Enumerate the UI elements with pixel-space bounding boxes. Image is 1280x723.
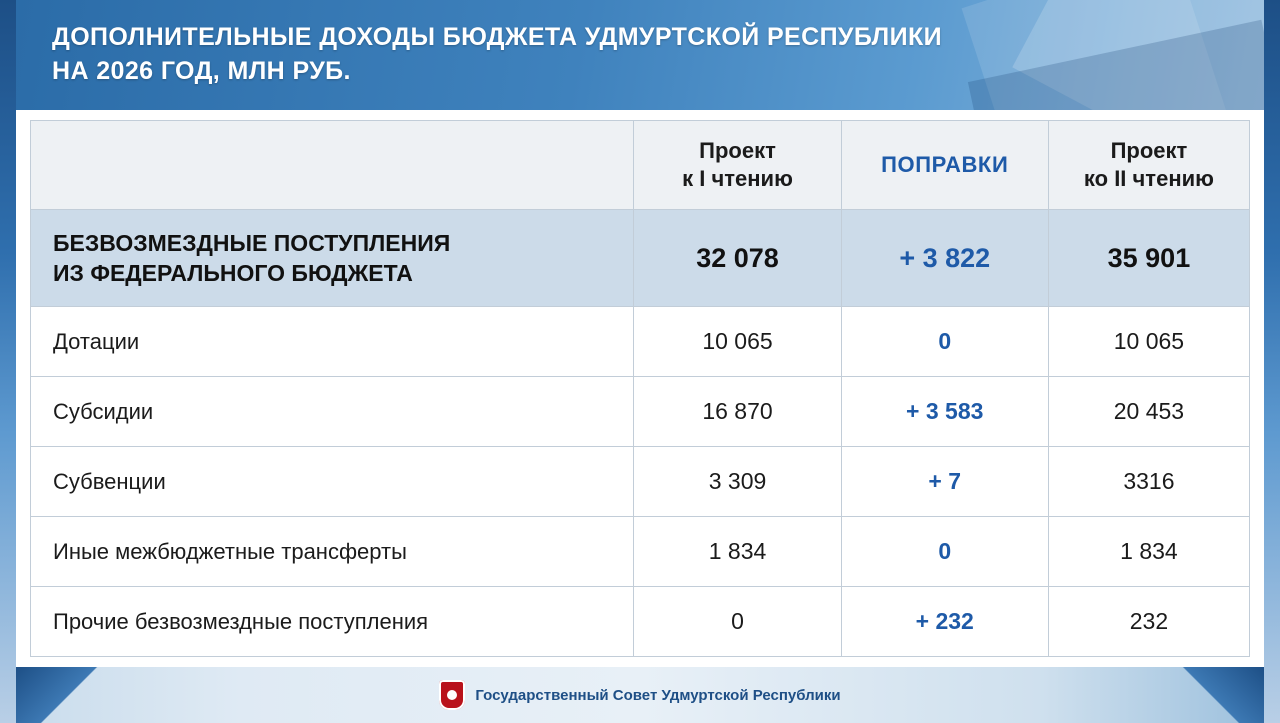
header-cell-empty [31,121,634,210]
row-amendments: 0 [841,307,1048,377]
table-row [31,307,1250,377]
coat-of-arms-icon [439,680,465,710]
row-label: Иные межбюджетные трансферты [31,517,634,587]
row-amendments: 0 [841,517,1048,587]
footer-label: Государственный Совет Удмуртской Республики [475,686,841,704]
header-second-reading-line2: ко II чтению [1083,166,1214,191]
header-second-reading-line1: Проект [1110,138,1188,163]
right-edge-decoration [1264,0,1280,723]
row-label: Дотации [31,307,634,377]
page-title-line-1: ДОПОЛНИТЕЛЬНЫЕ ДОХОДЫ БЮДЖЕТА УДМУРТСКОЙ РЕСПУБЛИКИ [52,23,942,51]
table-row [31,587,1250,657]
row-amendments: + 232 [841,587,1048,657]
row-amendments: + 3 583 [841,377,1048,447]
row-label: Субсидии [31,377,634,447]
table-row [31,447,1250,517]
table-row [31,517,1250,587]
table-row-total [31,210,1250,307]
row-second-reading: 10 065 [1048,307,1249,377]
header-cell-second-reading [1048,121,1249,210]
row-label: Прочие безвозмездные поступления [31,587,634,657]
row-first-reading: 1 834 [634,517,841,587]
table-header [31,121,1250,210]
total-row-amendments: + 3 822 [841,210,1048,307]
row-first-reading: 10 065 [634,307,841,377]
footer-content [439,680,840,710]
header-row [31,121,1250,210]
total-row-second-reading: 35 901 [1048,210,1249,307]
total-row-label [31,210,634,307]
table-body [31,210,1250,657]
row-second-reading: 20 453 [1048,377,1249,447]
total-row-label-line2: ИЗ ФЕДЕРАЛЬНОГО БЮДЖЕТА [53,260,413,286]
row-first-reading: 3 309 [634,447,841,517]
row-second-reading: 1 834 [1048,517,1249,587]
table-container [16,110,1264,667]
row-label: Субвенции [31,447,634,517]
budget-table [30,120,1250,657]
row-second-reading: 232 [1048,587,1249,657]
footer-left-corner-decoration [16,667,106,723]
total-row-first-reading: 32 078 [634,210,841,307]
header-cell-first-reading [634,121,841,210]
row-first-reading: 0 [634,587,841,657]
row-first-reading: 16 870 [634,377,841,447]
header-cell-amendments: ПОПРАВКИ [841,121,1048,210]
row-amendments: + 7 [841,447,1048,517]
table-row [31,377,1250,447]
slide-footer [16,667,1264,723]
header-first-reading-line1: Проект [699,138,776,163]
page-title-line-2: НА 2026 ГОД, МЛН РУБ. [52,57,351,85]
page-title [16,0,1264,88]
slide-header [16,0,1264,110]
left-edge-decoration [0,0,16,723]
header-first-reading-line2: к I чтению [682,166,793,191]
total-row-label-line1: БЕЗВОЗМЕЗДНЫЕ ПОСТУПЛЕНИЯ [53,230,451,256]
row-second-reading: 3316 [1048,447,1249,517]
footer-right-corner-decoration [1174,667,1264,723]
